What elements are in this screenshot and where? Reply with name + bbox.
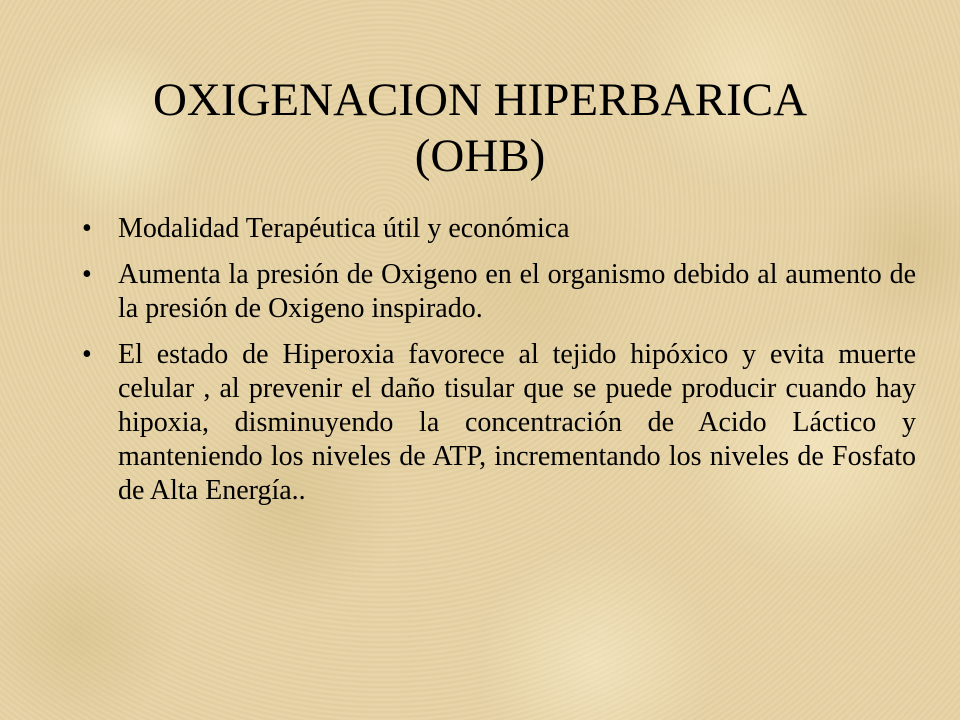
bullet-dot-icon: • xyxy=(82,259,92,290)
bullet-list xyxy=(82,212,916,520)
bullet-text-1: Modalidad Terapéutica útil y económica xyxy=(118,213,570,244)
bullet-text-3: El estado de Hiperoxia favorece al tejido hipóxico y evita muerte celular , al prevenir el daño tisular que se puede producir cuando hay hipoxia, disminuyendo la concentración de Acido Láctico y manteniendo los niveles de ATP, incrementando los niveles de Fosfato de Alta Energía.. xyxy=(118,339,916,506)
bullet-dot-icon: • xyxy=(82,339,92,370)
bullet-item-3 xyxy=(82,338,916,508)
bullet-item-2 xyxy=(82,258,916,326)
bullet-text-2: Aumenta la presión de Oxigeno en el organismo debido al aumento de la presión de Oxigeno inspirado. xyxy=(118,259,916,324)
title-line-2: (OHB) xyxy=(414,130,546,182)
bullet-item-1 xyxy=(82,212,916,246)
title-line-1: OXIGENACION HIPERBARICA xyxy=(152,74,808,126)
slide-title xyxy=(90,72,870,184)
bullet-dot-icon: • xyxy=(82,213,92,244)
